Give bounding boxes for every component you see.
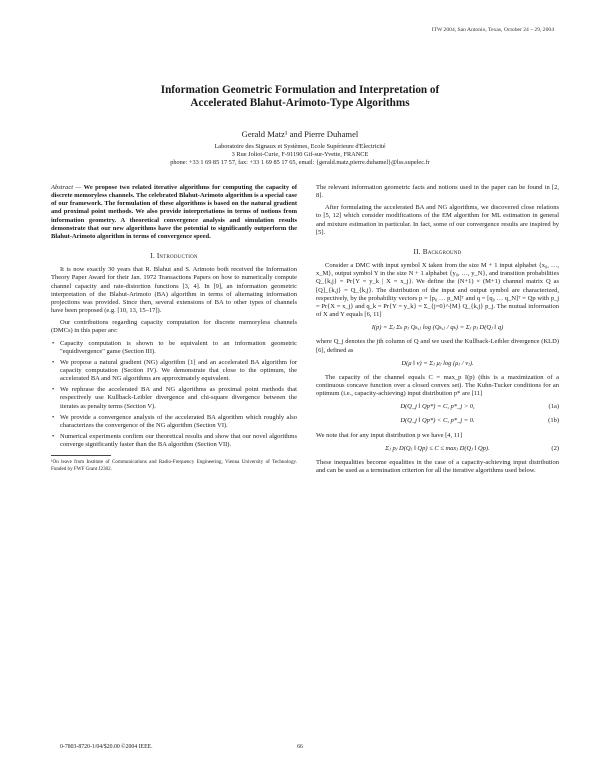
intro-paragraph-2: Our contributions regarding capacity computation for discrete memoryless channels (DMCs) in this paper are: — [51, 319, 297, 335]
footer-isbn: 0-7803-8720-1/04/$20.00 ©2004 IEEE. — [60, 744, 153, 750]
equation-kld: D(μ ‖ ν) = Σⱼ μⱼ log (μⱼ / νⱼ). — [401, 359, 474, 367]
footnote-rule — [51, 455, 111, 456]
abstract-text: We propose two related iterative algorithms for computing the capacity of discrete memoryless channels. The celebrated Blahut-Arimoto algorithm is a special case of our framework. The formulation of these algorithms is based on the natural gradient and proximal point methods. We also provide interpretations in terms of notions from information geometry. A theoretical convergence analysis and simulation results demonstrate that our new algorithms have the potential to significantly outperform the Blahut-Arimoto algorithm in terms of convergence speed. — [51, 184, 297, 240]
conference-header: ITW 2004, San Antonio, Texas, October 24 – 29, 2004 — [431, 27, 554, 33]
list-item: • We rephrase the accelerated BA and NG algorithms as proximal point methods that respectively use Kullback-Leibler divergence and chi-square divergence between the iterates as penalty terms (Section V). — [60, 386, 297, 410]
affiliation-line-1: Laboratoire des Signaux et Systèmes, Ecole Supérieure d'Electricité — [214, 143, 386, 150]
affiliation-line-3: phone: +33 1 69 85 17 57, fax: +33 1 69 85 17 65, email: {gerald.matz,pierre.duhamel}@lss.supelec.fr — [170, 159, 430, 166]
equation-1a-body: D(Q_j ‖ Qp*) = C, p*_j > 0, — [400, 403, 475, 411]
equation-2-body: Σⱼ pⱼ D(Qⱼ ‖ Qp) ≤ C ≤ maxⱼ D(Qⱼ ‖ Qp). — [385, 444, 490, 452]
equation-1b — [316, 417, 559, 425]
background-paragraph-5: These inequalities become equalities in the case of a capacity-achieving input distribution and can be used as a termination criterion for all the iterative algorithms used below. — [316, 458, 559, 475]
equation-mutual-information: I(p) = Σⱼ Σₖ pⱼ Qₖ,ⱼ log (Qₖ,ⱼ / qₖ) = Σⱼ pⱼ D(Qⱼ ‖ q) — [371, 324, 504, 332]
equation-2-number: (2) — [551, 444, 559, 452]
contribution-list — [51, 340, 297, 450]
background-paragraph-1: Consider a DMC with input symbol X taken from the size M + 1 input alphabet {x₀, …, x_M}, output symbol Y in the size N + 1 alphabet {y₀, …, y_N}, and transition probabilities Q_{k,j} = Pr{Y = y_k | X = x_j}. We define the (N+1) × (M+1) channel matrix Q as [Q]_{k,j} = Q_{k,j}. The distribution of the input and output symbol are characterized, respectively, by the probability vectors p = [p₀ … p_M]ᵀ and q = [q₀ … q_N]ᵀ = Qp with p_j = Pr{X = x_j} and q_k = Pr{Y = y_k} = Σ_{j=0}^{M} Q_{k,j} p_j. The mutual information of X and Y equals [6, 11] — [316, 262, 559, 319]
background-paragraph-3: The capacity of the channel equals C = max_p I(p) (this is a maximization of a continuous concave function over a closed convex set). The Kuhn-Tucker conditions for an optimum (i.e., capacity-achieving) input distribution p* are [11] — [316, 373, 559, 398]
list-item: • We provide a convergence analysis of the accelerated BA algorithm which roughly also characterizes the convergence of the NG algorithm (Section VI). — [60, 414, 297, 430]
list-item: • Numerical experiments confirm our theoretical results and show that our novel algorithms converge significantly faster than the BA algorithm (Section VII). — [60, 433, 297, 449]
right-column — [316, 184, 559, 479]
abstract — [51, 184, 297, 241]
section-heading-introduction: I. Introduction — [150, 252, 198, 261]
equation-1b-number: (1b) — [548, 417, 559, 425]
footnote: ¹On leave from Institute of Communications and Radio-Frequency Engineering, Vienna University of Technology. Funded by FWF Grant J2302. — [51, 459, 297, 472]
left-column — [51, 184, 297, 472]
equation-1b-body: D(Q_j ‖ Qp*) < C, p*_j = 0. — [400, 417, 475, 425]
intro-paragraph-1: It is now exactly 30 years that R. Blahut and S. Arimoto both received the Information Theory Paper Award for their Jan. 1972 Transactions Papers on how to numerically compute channel capacity and rate-distortion functions [3, 4]. In [9], an information geometric interpretation of the Blahut-Arimoto (BA) algorithm in terms of alternating information projections was provided. Since then, several extensions of BA to other types of channels have been proposed (e.g. [10, 13, 15–17]). — [51, 266, 297, 315]
right-paragraph-1: The relevant information geometric facts and notions used in the paper can be found in [2, 8]. — [316, 184, 559, 200]
affiliation-line-2: 3 Rue Joliot-Curie, F-91190 Gif-sur-Yvette, FRANCE — [231, 151, 369, 158]
section-heading-background: II. Background — [413, 247, 462, 256]
page-number: 66 — [297, 744, 303, 750]
equation-1a-number: (1a) — [548, 403, 559, 411]
background-paragraph-2: where Q_j denotes the jth column of Q and we used the Kullback-Leibler divergence (KLD) [6], defined as — [316, 338, 559, 354]
authors: Gerald Matz¹ and Pierre Duhamel — [241, 129, 359, 139]
equation-2 — [316, 445, 559, 453]
equation-1a — [316, 403, 559, 411]
list-item: • We propose a natural gradient (NG) algorithm [1] and an accelerated BA algorithm for capacity computation (Section IV). We demonstrate that close to the optimum, the accelerated BA and NG algorithms are approximately equivalent. — [60, 359, 297, 383]
paper-title-line-1: Information Geometric Formulation and Interpretation of — [160, 84, 440, 96]
abstract-label: Abstract — — [51, 184, 82, 191]
right-paragraph-2: After formulating the accelerated BA and NG algorithms, we discovered close relations to [5, 12] which consider modifications of the EM algorithm for ML estimation in general and mixture estimation in particular. In fact, some of our convergence results are inspired by [5]. — [316, 204, 559, 236]
background-paragraph-4: We note that for any input distribution p we have [4, 11] — [316, 431, 463, 439]
paper-title-line-2: Accelerated Blahut-Arimoto-Type Algorithms — [190, 97, 410, 109]
list-item: • Capacity computation is shown to be equivalent to an information geometric "equidivergence" game (Section III). — [60, 340, 297, 356]
